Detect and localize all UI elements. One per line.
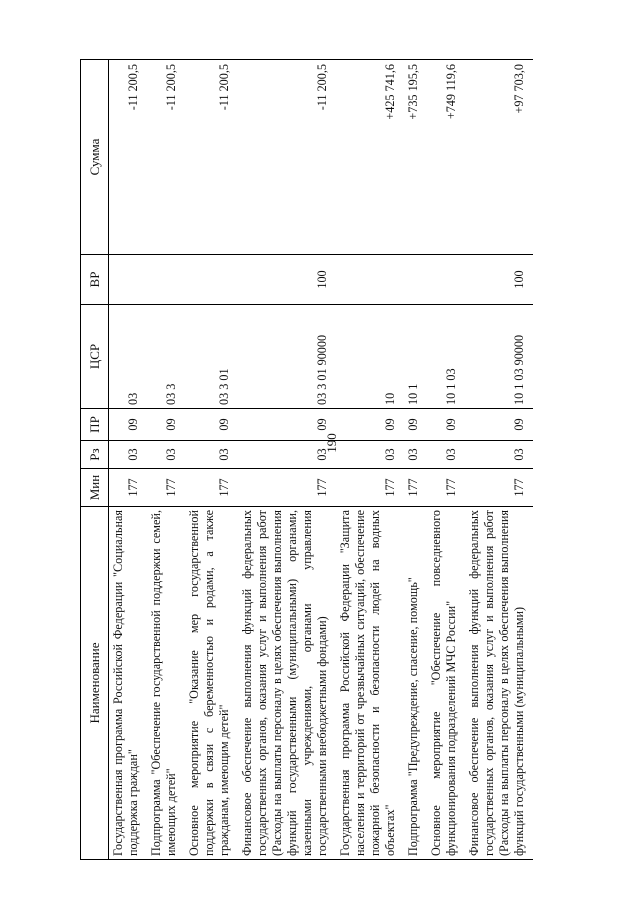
row-csr: 03 [109, 305, 148, 409]
row-pr: 09 [147, 409, 185, 441]
row-csr: 03 3 01 [185, 305, 238, 409]
table-row [238, 60, 336, 860]
row-min: 177 [185, 469, 238, 507]
row-vr: 100 [238, 255, 336, 305]
row-min: 177 [404, 469, 427, 507]
row-name: Основное мероприятие "Обеспечение повседневного функционирования подразделений МЧС России" [427, 507, 465, 860]
row-csr: 03 3 01 90000 [238, 305, 336, 409]
header-csr: ЦСР [81, 305, 109, 409]
row-csr: 10 [336, 305, 404, 409]
budget-table [80, 59, 533, 860]
header-vr: ВР [81, 255, 109, 305]
row-rz: 03 [404, 441, 427, 469]
row-csr: 10 1 03 90000 [465, 305, 533, 409]
row-rz: 03 [109, 441, 148, 469]
header-name: Наименование [81, 507, 109, 860]
row-csr: 03 3 [147, 305, 185, 409]
row-sum: +97 703,0 [465, 60, 533, 255]
row-min: 177 [465, 469, 533, 507]
table-row [465, 60, 533, 860]
row-csr: 10 1 [404, 305, 427, 409]
row-name: Подпрограмма "Обеспечение государственной поддержки семей, имеющих детей" [147, 507, 185, 860]
row-pr: 09 [238, 409, 336, 441]
row-name: Государственная программа Российской Федерации "Социальная поддержка граждан" [109, 507, 148, 860]
row-min: 177 [427, 469, 465, 507]
row-vr [336, 255, 404, 305]
table-header-row [81, 60, 109, 860]
row-vr [427, 255, 465, 305]
row-min: 177 [238, 469, 336, 507]
page-number: 190 [324, 433, 339, 453]
row-pr: 09 [404, 409, 427, 441]
row-rz: 03 [185, 441, 238, 469]
header-pr: ПР [81, 409, 109, 441]
row-sum: -11 200,5 [185, 60, 238, 255]
row-pr: 09 [109, 409, 148, 441]
row-name: Финансовое обеспечение выполнения функций федеральных государственных органов, оказания услуг и выполнения работ (Расходы на выплаты персоналу в целях обеспечения выполнения функций государственными (муниципальными) [465, 507, 533, 860]
row-vr [404, 255, 427, 305]
row-vr: 100 [465, 255, 533, 305]
header-sum: Сумма [81, 60, 109, 255]
row-pr: 09 [465, 409, 533, 441]
row-sum: +425 741,6 [336, 60, 404, 255]
row-sum: -11 200,5 [238, 60, 336, 255]
table-row [109, 60, 148, 860]
row-rz: 03 [427, 441, 465, 469]
row-csr: 10 1 03 [427, 305, 465, 409]
row-rz: 03 [238, 441, 336, 469]
table-row [427, 60, 465, 860]
row-sum: -11 200,5 [147, 60, 185, 255]
table-row [404, 60, 427, 860]
table-row [147, 60, 185, 860]
row-pr: 09 [185, 409, 238, 441]
row-pr: 09 [427, 409, 465, 441]
row-rz: 03 [336, 441, 404, 469]
table-row [336, 60, 404, 860]
row-name: Финансовое обеспечение выполнения функций федеральных государственных органов, оказания услуг и выполнения работ (Расходы на выплаты персоналу в целях обеспечения выполнения функций государственными (муниципальными) органами, казенными учреждениями, органами управления государственными внебюджетными фондами) [238, 507, 336, 860]
row-pr: 09 [336, 409, 404, 441]
row-vr [147, 255, 185, 305]
header-min: Мин [81, 469, 109, 507]
budget-table-container [80, 60, 610, 860]
row-sum: -11 200,5 [109, 60, 148, 255]
row-vr [109, 255, 148, 305]
header-rz: Рз [81, 441, 109, 469]
table-row [185, 60, 238, 860]
row-name: Государственная программа Российской Федерации "Защита населения и территорий от чрезвычайных ситуаций, обеспечение пожарной безопасности и безопасности людей на водных объектах" [336, 507, 404, 860]
row-rz: 03 [465, 441, 533, 469]
row-min: 177 [336, 469, 404, 507]
row-sum: +735 195,5 [404, 60, 427, 255]
row-rz: 03 [147, 441, 185, 469]
row-min: 177 [109, 469, 148, 507]
row-vr [185, 255, 238, 305]
row-name: Подпрограмма "Предупреждение, спасение, помощь" [404, 507, 427, 860]
row-min: 177 [147, 469, 185, 507]
row-sum: +749 119,6 [427, 60, 465, 255]
row-name: Основное мероприятие "Оказание мер государственной поддержки в связи с беременностью и родами, а также гражданам, имеющим детей" [185, 507, 238, 860]
